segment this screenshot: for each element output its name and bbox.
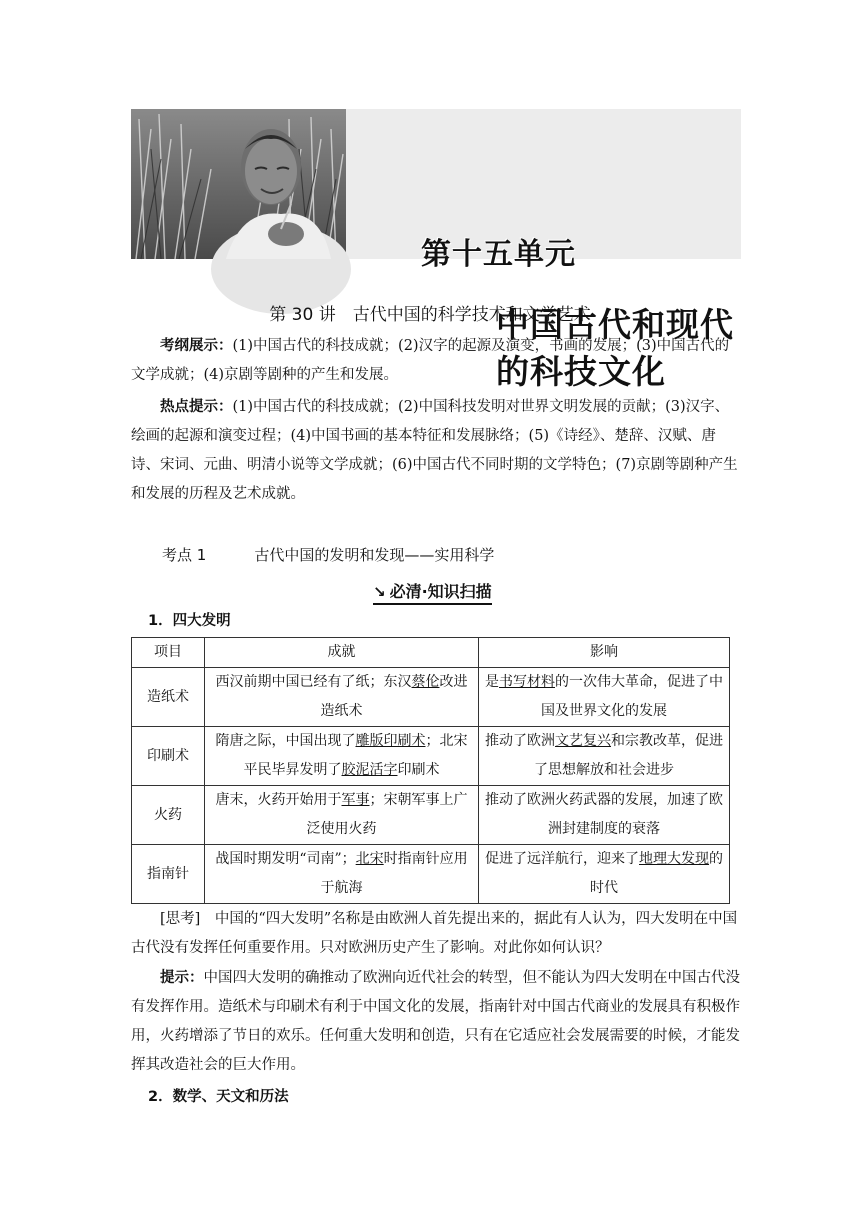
hotspots-paragraph [131,393,741,509]
scientist-photo [131,109,346,259]
kaodian-heading [162,544,494,565]
header-impact: 影响 [479,638,730,668]
unit-number: 第十五单元 [421,237,576,272]
row-impact: 推动了欧洲文艺复兴和宗教改革，促进了思想解放和社会进步 [479,727,730,786]
outline-label: 考纲展示： [160,338,233,354]
unit-subject: 中国古代和现代的科技文化 [496,305,734,391]
outline-text: (1)中国古代的科技成就；(2)汉字的起源及演变，书画的发展；(3)中国古代的文学成就；(4)京剧等剧种的产生和发展。 [131,338,730,383]
row-achievement: 西汉前期中国已经有了纸；东汉蔡伦改进造纸术 [205,668,479,727]
row-item: 火药 [132,786,205,845]
think-text: 中国的“四大发明”名称是由欧洲人首先提出来的，据此有人认为，四大发明在中国古代没有发挥任何重要作用。只对欧洲历史产生了影响。对此你如何认识？ [131,911,738,956]
row-item: 印刷术 [132,727,205,786]
kaodian-number: 考点 1 [162,546,207,564]
header-item: 项目 [132,638,205,668]
hint-paragraph [131,964,741,1080]
table-row [132,786,730,845]
hotspots-text: (1)中国古代的科技成就；(2)中国科技发明对世界文明发展的贡献；(3)汉字、绘画的起源和演变过程；(4)中国书画的基本特征和发展脉络；(5)《诗经》、楚辞、汉赋、唐诗、宋词、元曲、明清小说等文学成就；(6)中国古代不同时期的文学特色；(7)京剧等剧种产生和发展的历程及艺术成就。 [131,399,738,502]
table-row [132,845,730,904]
kaodian-name: 古代中国的发明和发现——实用科学 [254,546,495,564]
section-math-astronomy: 2．数学、天文和历法 [148,1089,289,1105]
hint-text: 中国四大发明的确推动了欧洲向近代社会的转型，但不能认为四大发明在中国古代没有发挥作用。造纸术与印刷术有利于中国文化的发展，指南针对中国古代商业的发展具有积极作用，火药增添了节日的欢乐。任何重大发明和创造，只有在它适应社会发展需要的时候，才能发挥其改造社会的巨大作用。 [131,970,740,1073]
row-achievement: 唐末，火药开始用于军事；宋朝军事上广泛使用火药 [205,786,479,845]
row-item: 指南针 [132,845,205,904]
outline-paragraph [131,332,741,390]
table-row [132,727,730,786]
row-impact: 促进了远洋航行，迎来了地理大发现的时代 [479,845,730,904]
think-label: [思考] [160,911,201,927]
row-impact: 推动了欧洲火药武器的发展，加速了欧洲封建制度的衰落 [479,786,730,845]
table-header-row [132,638,730,668]
hint-label: 提示： [160,970,204,986]
row-achievement: 隋唐之际，中国出现了雕版印刷术；北宋平民毕昇发明了胶泥活字印刷术 [205,727,479,786]
row-impact: 是书写材料的一次伟大革命，促进了中国及世界文化的发展 [479,668,730,727]
row-achievement: 战国时期发明“司南”；北宋时指南针应用于航海 [205,845,479,904]
four-inventions-table [131,637,730,904]
section-four-inventions: 1．四大发明 [148,613,231,629]
row-item: 造纸术 [132,668,205,727]
hotspots-label: 热点提示： [160,399,233,415]
lecture-title: 第 30 讲 古代中国的科学技术和文学艺术 [269,305,591,325]
arrow-down-right-icon: ↘ [373,583,386,601]
knowledge-scan-heading [373,579,492,605]
header-achievement: 成就 [205,638,479,668]
table-row [132,668,730,727]
knowledge-scan-text: 必清·知识扫描 [389,582,492,601]
think-paragraph [131,905,741,963]
